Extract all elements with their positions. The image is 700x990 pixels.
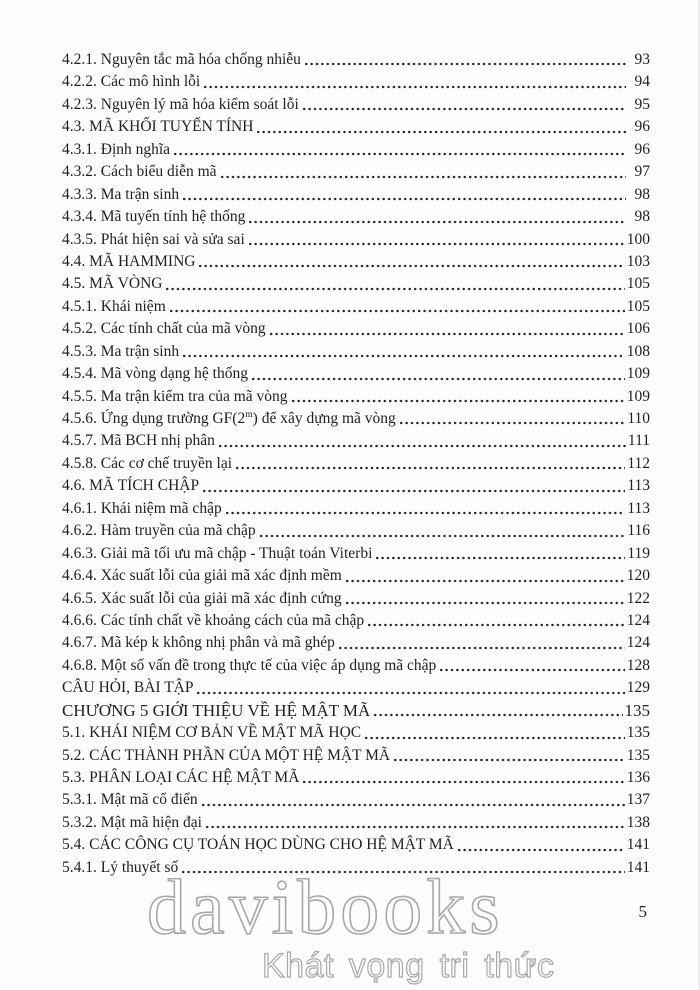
dot-leader [170, 309, 625, 313]
toc-row [62, 700, 650, 722]
dot-leader [252, 377, 625, 381]
toc-entry-page: 93 [634, 51, 650, 68]
toc-entry-page: 122 [626, 589, 650, 607]
toc-list [62, 49, 650, 879]
toc-entry-page: 116 [627, 522, 650, 540]
toc-entry-label: 5.3. PHÂN LOẠI CÁC HỆ MẬT MÃ [62, 769, 300, 786]
toc-entry-page: 124 [626, 634, 650, 652]
dot-leader [260, 534, 626, 538]
toc-entry-page: 119 [627, 544, 650, 562]
toc-entry-label: 4.6.7. Mã kép k không nhị phân và mã ghép [62, 634, 335, 652]
toc-row [62, 565, 650, 587]
dot-leader [440, 668, 624, 672]
toc-row [62, 430, 650, 452]
toc-row [62, 273, 650, 295]
dot-leader [203, 489, 625, 493]
toc-entry-page: 112 [627, 454, 650, 472]
toc-row [62, 408, 650, 430]
toc-row [62, 498, 650, 520]
dot-leader [346, 579, 625, 583]
dot-leader [182, 870, 625, 874]
toc-entry-label: 4.3.1. Định nghĩa [62, 140, 171, 158]
toc-entry-label: 4.6. MÃ TÍCH CHẬP [62, 477, 200, 495]
dot-leader [206, 825, 625, 829]
toc-row [62, 520, 650, 542]
toc-entry-page: 136 [626, 769, 650, 786]
dot-leader [365, 736, 625, 740]
dot-leader [339, 646, 625, 650]
toc-row [62, 722, 650, 744]
dot-leader [249, 220, 626, 224]
dot-leader [202, 803, 625, 807]
toc-entry-page: 137 [626, 791, 650, 809]
toc-entry-page: 94 [634, 73, 650, 91]
toc-entry-page: 105 [626, 297, 650, 315]
dot-leader [219, 444, 626, 448]
toc-entry-page: 100 [626, 230, 650, 248]
toc-entry-label: 4.3.2. Cách biểu diễn mã [62, 163, 217, 181]
toc-entry-label: 4.6.8. Một số vấn đề trong thực tế của việc áp dụng mã chập [62, 656, 437, 674]
toc-row [62, 767, 650, 789]
toc-entry-page: 124 [626, 611, 650, 629]
page-number: 5 [638, 902, 647, 921]
toc-entry-label: 4.5.6. Ứng dụng trường GF(2$^m$) để xây dựng mã vòng [62, 408, 396, 427]
toc-row [62, 296, 650, 318]
toc-row [62, 789, 650, 811]
toc-entry-label: 5.4. CÁC CÔNG CỤ TOÁN HỌC DÙNG CHO HỆ MẬT MÃ [62, 836, 454, 854]
toc-entry-page: 109 [626, 365, 650, 383]
toc-entry-page: 106 [626, 320, 650, 338]
toc-entry-label: 4.5. MÃ VÒNG [62, 275, 163, 293]
toc-entry-label: 4.5.4. Mã vòng dạng hệ thống [62, 365, 248, 383]
toc-row [62, 71, 650, 93]
toc-row [62, 632, 650, 654]
toc-row [62, 363, 650, 385]
dot-leader [400, 421, 626, 425]
toc-entry-label: 4.6.3. Giải mã tối ưu mã chập - Thuật toán Viterbi [62, 544, 373, 562]
toc-entry-page: 108 [626, 342, 650, 360]
toc-row [62, 677, 650, 699]
toc-row [62, 206, 650, 228]
dot-leader [197, 691, 624, 695]
dot-leader [394, 758, 625, 762]
toc-entry-label: 4.6.6. Các tính chất về khoảng cách của mã chập [62, 611, 365, 629]
toc-entry-label: 4.2.3. Nguyên lý mã hóa kiểm soát lỗi [62, 95, 299, 113]
toc-row [62, 655, 650, 677]
toc-entry-label: 4.5.7. Mã BCH nhị phân [62, 432, 215, 450]
toc-row [62, 184, 650, 206]
toc-entry-page: 128 [626, 656, 650, 674]
dot-leader [292, 399, 625, 403]
toc-row [62, 475, 650, 497]
toc-entry-page: 110 [627, 410, 650, 427]
toc-entry-page: 141 [626, 858, 650, 876]
toc-entry-label: 4.2.2. Các mô hình lỗi [62, 73, 201, 91]
toc-row [62, 94, 650, 116]
toc-entry-page: 95 [634, 95, 650, 113]
toc-entry-label: 4.6.2. Hàm truyền của mã chập [62, 522, 256, 540]
toc-entry-label: 4.3. MÃ KHỐI TUYẾN TÍNH [62, 118, 254, 136]
toc-row [62, 453, 650, 475]
dot-leader [270, 332, 625, 336]
toc-entry-label: 4.4. MÃ HAMMING [62, 252, 196, 270]
toc-row [62, 318, 650, 340]
toc-entry-label: 4.2.1. Nguyên tắc mã hóa chống nhiễu [62, 51, 301, 68]
toc-entry-page: 141 [626, 836, 650, 854]
dot-leader [249, 242, 625, 246]
toc-entry-label: 4.3.4. Mã tuyến tính hệ thống [62, 208, 246, 226]
toc-row [62, 139, 650, 161]
toc-entry-label: 4.5.1. Khái niệm [62, 297, 166, 315]
toc-entry-page: 135 [626, 746, 650, 764]
toc-entry-page: 109 [626, 387, 650, 405]
toc-entry-label: 4.3.3. Ma trận sinh [62, 185, 180, 203]
dot-leader [183, 354, 625, 358]
dot-leader [303, 780, 624, 784]
toc-row [62, 49, 650, 71]
dot-leader [226, 511, 626, 515]
toc-entry-label: 4.3.5. Phát hiện sai và sửa sai [62, 230, 245, 248]
toc-entry-label: 5.3.1. Mật mã cổ điển [62, 791, 198, 809]
dot-leader [346, 601, 625, 605]
toc-row [62, 812, 650, 834]
toc-entry-page: 113 [627, 477, 650, 495]
dot-leader [368, 623, 625, 627]
toc-row [62, 543, 650, 565]
toc-entry-label: 4.5.8. Các cơ chế truyền lại [62, 454, 233, 472]
toc-row [62, 116, 650, 138]
toc-entry-label: 4.5.3. Ma trận sinh [62, 342, 180, 360]
toc-entry-label: 4.6.1. Khái niệm mã chập [62, 499, 222, 517]
toc-entry-page: 120 [626, 567, 650, 585]
toc-row [62, 341, 650, 363]
toc-entry-label: 4.5.2. Các tính chất của mã vòng [62, 320, 266, 338]
toc-entry-label: CÂU HỎI, BÀI TẬP [62, 679, 194, 697]
toc-entry-page: 98 [634, 208, 650, 226]
dot-leader [221, 175, 626, 179]
dot-leader [199, 264, 624, 268]
dot-leader [257, 130, 626, 134]
toc-row [62, 386, 650, 408]
toc-entry-page: 97 [634, 163, 650, 181]
toc-row [62, 251, 650, 273]
toc-entry-label: 4.6.4. Xác suất lỗi của giải mã xác định mềm [62, 567, 342, 585]
dot-leader [166, 287, 624, 291]
toc-entry-label: 5.2. CÁC THÀNH PHẦN CỦA MỘT HỆ MẬT MÃ [62, 746, 391, 764]
toc-entry-page: 113 [627, 499, 650, 517]
toc-entry-page: 105 [626, 275, 650, 293]
toc-entry-label: 4.6.5. Xác suất lỗi của giải mã xác định cứng [62, 589, 342, 607]
watermark-tagline-text: Khát vọng tri thức [262, 947, 555, 985]
toc-entry-label: 5.3.2. Mật mã hiện đại [62, 813, 202, 831]
toc-entry-page: 135 [626, 724, 650, 742]
dot-leader [458, 848, 625, 852]
toc-entry-page: 96 [634, 118, 650, 136]
dot-leader [374, 713, 622, 717]
toc-row [62, 857, 650, 879]
toc-entry-label: 5.4.1. Lý thuyết số [62, 858, 179, 876]
dot-leader [183, 197, 626, 201]
toc-entry-page: 135 [624, 700, 650, 720]
dot-leader [305, 62, 626, 66]
toc-entry-page: 111 [627, 432, 650, 450]
toc-entry-page: 96 [634, 140, 650, 158]
toc-row [62, 834, 650, 856]
dot-leader [303, 107, 626, 111]
toc-row [62, 229, 650, 251]
dot-leader [174, 152, 626, 156]
watermark-brand-text: davibooks [147, 863, 504, 950]
toc-entry-label: 4.5.5. Ma trận kiểm tra của mã vòng [62, 387, 288, 405]
dot-leader [236, 466, 625, 470]
dot-leader [376, 556, 625, 560]
toc-entry-page: 138 [626, 813, 650, 831]
toc-entry-page: 129 [626, 679, 650, 697]
toc-entry-label: 5.1. KHÁI NIỆM CƠ BẢN VỀ MẬT MÃ HỌC [62, 724, 362, 742]
dot-leader [204, 85, 626, 89]
toc-row [62, 161, 650, 183]
toc-entry-page: 98 [634, 185, 650, 203]
toc-row [62, 610, 650, 632]
toc-entry-label: CHƯƠNG 5 GIỚI THIỆU VỀ HỆ MẬT MÃ [62, 700, 371, 720]
toc-row [62, 588, 650, 610]
toc-row [62, 745, 650, 767]
toc-entry-page: 103 [626, 252, 650, 270]
